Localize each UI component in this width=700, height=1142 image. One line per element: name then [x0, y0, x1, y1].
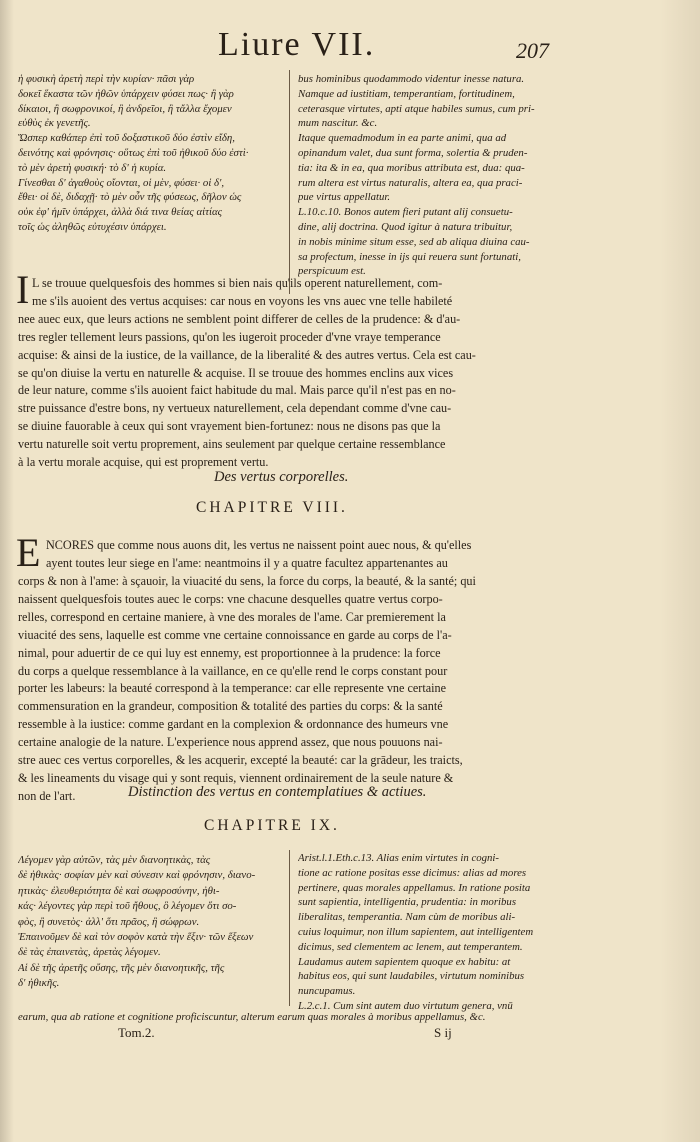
page-number: 207: [516, 38, 549, 63]
text-line: opinandum valet, dua sunt forma, solertia & pruden-: [298, 146, 528, 159]
text-line: viuacité des sens, laquelle est comme vne certaine connoissance en garde au corps de l'a-: [18, 627, 452, 642]
page-gutter-shadow: [0, 0, 14, 1142]
text-line: du corps a quelque ressemblance à la vaillance, en ce qu'elle rend le corps constant pour: [18, 663, 448, 678]
text-line: corps & non à l'ame: à sçauoir, la viuacité du sens, la force du corps, la beauté, & la santé; qui: [18, 574, 476, 588]
text-line: nuncupamus.: [298, 985, 356, 998]
section-title-contemplative-active: Distinction des vertus en contemplatiues & actiues.: [128, 784, 427, 800]
text-line: cuius loquimur, non illum sapientem, aut intelligentem: [298, 925, 534, 938]
running-head-title: Liure VII.: [218, 26, 376, 63]
paragraph-line: NCORES que comme nous auons dit, les vertus ne naissent point auec nous, & qu'elles: [46, 538, 472, 552]
text-line: dicimus, sed clementem ac lenem, aut temperantem.: [298, 940, 523, 953]
text-line: ressemble à la iustice: comme gardant en la complexion & ordonnance des humeurs vne: [18, 717, 449, 732]
text-line: δὲ ἠθικὰς· σοφίαν μὲν καὶ σύνεσιν καὶ φρόνησιν, διανο-: [18, 869, 256, 882]
paragraph-corporal-virtues: [18, 573, 564, 806]
text-line: in nobis minime situm esse, sed ab aliqua diuina cau-: [298, 235, 530, 248]
text-line: φὸς, ἢ συνετὸς· ἀλλ' ὅτι πρᾶος, ἢ σώφρων.: [18, 915, 200, 928]
text-line: Itaque quemadmodum in ea parte animi, qua ad: [298, 132, 507, 145]
text-line: liberalitas, temperantia. Nam cùm de moribus ali-: [298, 911, 516, 924]
text-line: Laudamus autem sapientem quoque ex habitu: at: [298, 955, 511, 968]
chapter-heading-viii: CHAPITRE VIII.: [196, 499, 348, 516]
text-line: rum altera est virtus naturalis, altera ea, qua praci-: [298, 176, 523, 189]
column-rule-top: [289, 70, 290, 294]
text-line: acquise: & ainsi de la iustice, de la vaillance, de la liberalité & des autres vertus. Cela est cau-: [18, 347, 476, 362]
footer-signature: S ij: [434, 1025, 452, 1040]
page-edge-shadow: [660, 0, 700, 1142]
text-line: commensuration en la grandeur, composition & totalité des parties du corps: & la santé: [18, 699, 443, 714]
text-line: δοκεῖ ἕκαστα τῶν ἠθῶν ὑπάρχειν φύσει πως· ἢ γὰρ: [18, 87, 234, 100]
text-line: ἔθει· οἱ δὲ, διδαχῇ· τὸ μὲν οὖν τῆς φύσεως, δῆλον ὡς: [18, 191, 242, 204]
text-line: L.10.c.10. Bonos autem fieri putant alij consuetu-: [298, 206, 513, 219]
text-line: certaine analogie de la nature. L'experience nous apprend assez, que nous pouuons nai-: [18, 735, 443, 750]
chapter-heading-ix: CHAPITRE IX.: [204, 817, 340, 834]
text-line: nimal, pour aduertir de ce qui luy est ennemy, est proportionnee à la prudence: la force: [18, 645, 441, 660]
text-line: Arist.l.1.Eth.c.13. Alias enim virtutes in cogni-: [298, 852, 500, 864]
text-line: ceterasque virtutes, apti atque habiles sumus, cum pri-: [298, 102, 535, 115]
text-line: sa profectum, inesse in ijs qui reuera sunt fortunati,: [298, 250, 521, 263]
text-line: δίκαιοι, ἢ σωφρονικοί, ἢ ἀνδρεῖοι, ἢ τἄλλα ἔχομεν: [18, 102, 232, 115]
text-line: Ἐπαινοῦμεν δὲ καὶ τὸν σοφὸν κατὰ τὴν ἕξιν· τῶν ἕξεων: [18, 931, 254, 944]
greek-notes-top: [18, 72, 280, 235]
text-line: bus hominibus quodammodo videntur inesse natura.: [298, 73, 525, 85]
greek-notes-bottom: [18, 853, 280, 992]
text-line: εὐθὺς ἐκ γενετῆς.: [18, 117, 91, 130]
text-line: δεινότης καὶ φρόνησις· οὕτως ἐπὶ τοῦ ἠθικοῦ δύο ἐστὶ·: [18, 146, 249, 159]
text-line: κάς· λέγοντες γὰρ περὶ τοῦ ἤθους, ὃ λέγομεν ὅτι σο-: [18, 900, 237, 913]
text-line: Λέγομεν γὰρ αὐτῶν, τὰς μὲν διανοητικὰς, τὰς: [18, 854, 211, 866]
text-line: habitus eos, qui sunt laudabiles, virtutum nominibus: [298, 970, 525, 983]
drop-cap-E: E: [16, 530, 41, 575]
text-line: & les lineaments du visage qui y sont requis, viennent ordinairement de la seule nature &: [18, 770, 454, 785]
text-line: stre auec ces vertus corporelles, & les acquerir, excepté la beauté: car la grādeur, les traicts,: [18, 753, 463, 768]
paragraph-line: ayent toutes leur siege en l'ame: neantmoins il y a quatre facultez appartenantes au: [46, 555, 448, 570]
text-line: vertu naturelle soit vertu proprement, ains seulement par quelque certaine ressemblance: [18, 437, 446, 452]
text-line: non de l'art.: [18, 788, 76, 803]
text-line: tres regler tellement leurs passions, qu'on les iugeroit proceder d'vne vraye temperance: [18, 329, 441, 344]
latin-notes-bottom: [298, 851, 568, 1014]
text-line: pertinere, quas morales appellamus. In ratione posita: [298, 881, 531, 894]
text-line: tione ac ratione positas esse dicimus: alias ad mores: [298, 866, 527, 879]
paragraph-natural-virtue: [18, 275, 564, 472]
latin-notes-top: [298, 72, 568, 279]
text-line: se diuine fauorable à ceux qui sont vrayement bien-fortunez: nous ne disons pas que la: [18, 419, 441, 434]
text-line: pue virtus appellatur.: [298, 191, 391, 204]
text-line: stre puissance d'estre bons, ny vertueux naturellement, cela dependant comme d'vne cau-: [18, 401, 452, 416]
text-line: Ὥσπερ καθάπερ ἐπὶ τοῦ δοξαστικοῦ δύο ἐστὶν εἴδη,: [18, 132, 235, 145]
text-line: nee auec eux, que leurs actions ne semblent point differer de celles de la prudence: & d'au-: [18, 311, 461, 326]
text-line: de leur nature, comme s'ils auoient faict habitude du mal. Mais parce qu'il n'est pas en no-: [18, 383, 456, 398]
text-line: sunt sapientia, intelligentia, prudentia: in moribus: [298, 896, 517, 909]
text-line: relles, correspond en certaine maniere, à vne des morales de l'ame. Car premierement la: [18, 609, 446, 624]
text-line: Αἱ δὲ τῆς ἀρετῆς οὔσης, τῆς μὲν διανοητικῆς, τῆς: [18, 961, 225, 974]
text-line: ἡ φυσικὴ ἀρετὴ περὶ τὴν κυρίαν· πᾶσι γὰρ: [18, 73, 195, 85]
text-line: τοῖς ὡς ἀληθῶς εὐτυχέσιν ὑπάρχει.: [18, 220, 167, 233]
text-line: Γίνεσθαι δ' ἀγαθοὺς οἴονται, οἱ μὲν, φύσει· οἱ δ',: [18, 176, 225, 189]
text-line: me s'ils auoient des vertus acquises: car nous en voyons les vns auec vne telle habileté: [32, 293, 453, 308]
text-line: Namque ad iustitiam, temperantiam, fortitudinem,: [298, 87, 515, 100]
text-line: tia: ita & in ea, qua moribus attributa est, dua: qua-: [298, 161, 525, 174]
drop-cap-I: I: [16, 267, 30, 312]
text-line: mum nascitur. &c.: [298, 117, 378, 130]
text-line: δὲ τὰς ἐπαινετὰς, ἀρετὰς λέγομεν.: [18, 946, 161, 959]
text-line: L.2.c.1. Cum sint autem duo virtutum genera, vnū: [298, 999, 513, 1012]
latin-continuation-line: earum, qua ab ratione et cognitione proficiscuntur, alterum earum quas morales à moribus appellamus, &c.: [18, 1011, 486, 1023]
text-line: τὸ μὲν ἀρετὴ φυσική· τὸ δ' ἡ κυρία.: [18, 161, 167, 174]
text-line: à la vertu morale acquise, qui est proprement vertu.: [18, 455, 269, 470]
text-line: ητικὰς· ἐλευθεριότητα δὲ καὶ σωφροσύνην, ἠθι-: [18, 884, 220, 897]
text-line: naissent quelquesfois toutes auec le corps: vne chacune desquelles quatre vertus corpo-: [18, 591, 443, 606]
text-line: L se trouue quelquesfois des hommes si bien nais qu'ils operent naturellement, com-: [32, 276, 443, 290]
footer-volume: Tom.2.: [118, 1025, 155, 1040]
text-line: δ' ἠθικῆς.: [18, 977, 60, 990]
text-line: se qu'on diuise la vertu en naturelle & acquise. Il se trouue des hommes enclins aux vices: [18, 365, 454, 380]
text-line: dine, alij doctrina. Quod igitur à natura tribuitur,: [298, 220, 513, 233]
column-rule-bottom: [289, 850, 290, 1006]
paragraph-corporal-intro: [46, 537, 564, 573]
section-title-corporal-virtues: Des vertus corporelles.: [214, 469, 349, 485]
text-line: porter les labeurs: la beauté correspond à la temperance: car elle represente vne certaine: [18, 681, 447, 696]
text-line: οὐκ ἐφ' ἡμῖν ὑπάρχει, ἀλλὰ διά τινα θείας αἰτίας: [18, 206, 223, 219]
text-line: perspicuum est.: [298, 265, 366, 278]
